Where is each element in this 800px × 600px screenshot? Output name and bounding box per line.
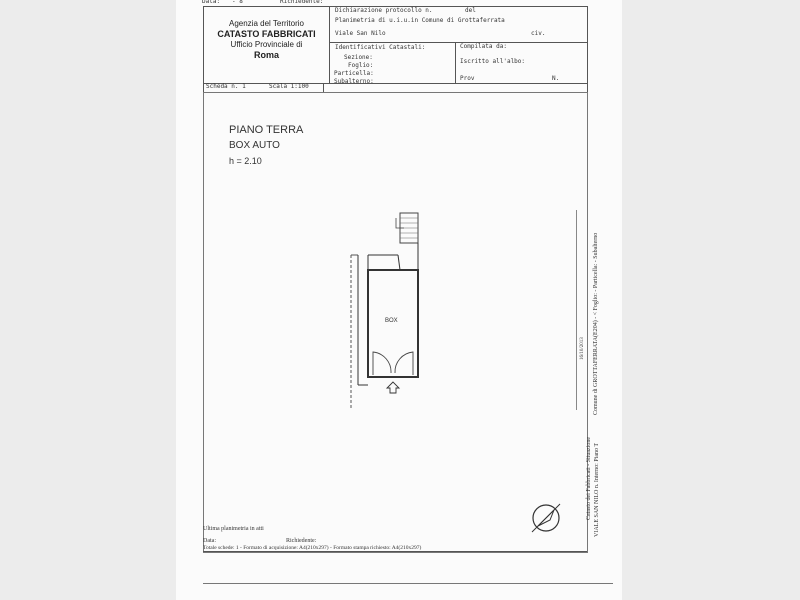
protocol-label: Dichiarazione protocollo n.	[335, 7, 433, 14]
footer-applicant: Richiedente:	[286, 538, 317, 544]
footer-totals: Totale schede: 1 - Formato di acquisizione: A4(210x297) - Formato stampa richiesto: A4(210x297)	[203, 545, 422, 551]
floor-plan-drawing	[336, 200, 446, 415]
top-date-value: - 8	[232, 0, 243, 5]
agency-line2: CATASTO FABBRICATI	[217, 29, 316, 39]
side-text-comune: Comune di GROTTAFERRATA(E204) - < Foglio: - Particella: - Subalterno	[593, 232, 599, 415]
agency-line1: Agenzia del Territorio	[228, 19, 304, 28]
bottom-line	[203, 583, 613, 584]
protocol-del: del	[465, 7, 476, 14]
top-applicant-label: Richiedente:	[280, 0, 324, 5]
prov-label: Prov	[460, 75, 475, 82]
header-right-divider	[455, 42, 456, 83]
iscritto-label: Iscritto all'albo:	[460, 58, 526, 65]
scala-label: Scala 1:100	[269, 83, 309, 90]
agency-line4: Roma	[253, 50, 279, 60]
plan-line: Planimetria di u.i.u.in Comune di Grottaferrata	[335, 17, 505, 24]
north-arrow-icon	[528, 500, 564, 536]
address: Viale San Nilo	[335, 30, 386, 37]
floor-title: PIANO TERRA	[229, 124, 304, 136]
right-margin-line	[576, 210, 577, 410]
sezione-label: Sezione:	[344, 54, 373, 61]
header-divider	[329, 6, 330, 83]
footer-last-plan: Ultima planimetria in atti	[203, 526, 264, 532]
foglio-label: Foglio:	[348, 62, 374, 69]
entrance-arrow	[387, 382, 399, 393]
civ-label: civ.	[531, 30, 546, 37]
identifiers-title: Identificativi Catastali:	[335, 44, 426, 51]
footer-date-label: Data:	[203, 538, 216, 544]
top-date-label: Data:	[202, 0, 221, 5]
scheda-band-divider	[323, 83, 324, 92]
door-leaf-left	[373, 352, 391, 375]
box-room-label: BOX	[385, 318, 398, 324]
height-title: h = 2.10	[229, 156, 262, 166]
scheda-label: Scheda n. 1	[206, 83, 246, 90]
subalterno-label: Subalterno:	[334, 78, 374, 85]
type-title: BOX AUTO	[229, 140, 280, 151]
side-text-date: 16/10/2013	[580, 337, 585, 360]
agency-line3: Ufficio Provinciale di	[230, 40, 303, 49]
n-label: N.	[552, 75, 560, 82]
side-text-catasto: Catasto dei Fabbricati - Situazione	[586, 437, 592, 520]
side-text-address: VIALE SAN NILO n. Interno: Piano T	[594, 442, 600, 537]
cadastral-sheet	[176, 0, 622, 600]
footer-line	[203, 551, 587, 552]
particella-label: Particella:	[334, 70, 374, 77]
header-mid-line	[329, 42, 587, 43]
door-leaf-right	[395, 352, 413, 375]
compilata-label: Compilata da:	[460, 43, 507, 50]
